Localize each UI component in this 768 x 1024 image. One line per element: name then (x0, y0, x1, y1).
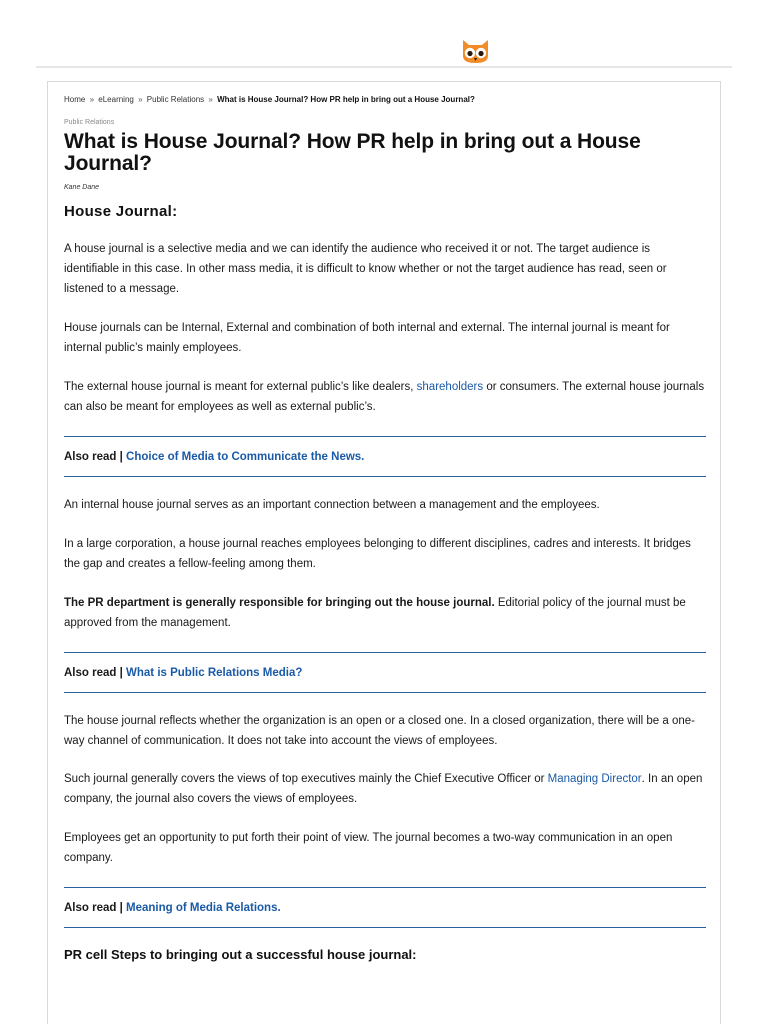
breadcrumb (64, 94, 706, 106)
paragraph-6-text: Editorial policy of the journal must be approved from the management. (64, 597, 686, 629)
page-title: What is House Journal? How PR help in bring out a House Journal? (64, 130, 641, 175)
author-name[interactable]: Kane Dane (64, 184, 100, 191)
managing-director-link[interactable]: Managing Director (547, 773, 642, 785)
paragraph-5: In a large corporation, a house journal reaches employees belonging to different disciplines, cadres and interests. It bridges the gap and creates a fellow-feeling among them. (64, 538, 691, 570)
breadcrumb-category[interactable]: Public Relations (146, 95, 205, 104)
steps-heading: PR cell Steps to bringing out a successful house journal: (64, 947, 417, 962)
shareholders-link[interactable]: shareholders (416, 381, 484, 393)
also-read-link-2[interactable]: What is Public Relations Media? (126, 667, 303, 679)
also-read-label: Also read | (64, 667, 123, 679)
also-read-link-1[interactable]: Choice of Media to Communicate the News. (126, 451, 365, 463)
paragraph-8 (64, 769, 706, 809)
paragraph-3-text-end: or consumers. The external house journals can also be meant for employees as well as external public’s. (64, 381, 705, 413)
also-read-1 (64, 436, 706, 477)
article-content (64, 94, 706, 222)
paragraph-7: The house journal reflects whether the organization is an open or a closed one. In a closed organization, there will be a one-way channel of communication. It does not take into account the views of employees. (64, 715, 695, 747)
also-read-link-3[interactable]: Meaning of Media Relations. (126, 902, 281, 914)
paragraph-6 (64, 593, 706, 633)
paragraph-9: Employees get an opportunity to put forth their point of view. The journal becomes a two-way communication in an open company. (64, 832, 673, 864)
header-divider (36, 66, 732, 68)
also-read-label: Also read | (64, 902, 123, 914)
breadcrumb-separator: » (208, 95, 213, 104)
paragraph-6-bold: The PR department is generally responsible for bringing out the house journal. (64, 597, 495, 609)
paragraph-4: An internal house journal serves as an important connection between a management and the employees. (64, 499, 600, 511)
category-tag[interactable]: Public Relations (64, 119, 115, 126)
breadcrumb-elearning[interactable]: eLearning (98, 95, 134, 104)
also-read-3 (64, 887, 706, 928)
owl-logo-icon[interactable] (461, 38, 490, 64)
paragraph-8-text-end: . In an open company, the journal also covers the views of employees. (64, 773, 703, 805)
paragraph-8-text: Such journal generally covers the views of top executives mainly the Chief Executive Officer or (64, 773, 548, 785)
top-header (0, 0, 768, 68)
also-read-2 (64, 652, 706, 693)
breadcrumb-home[interactable]: Home (64, 95, 86, 104)
breadcrumb-separator: » (89, 95, 95, 104)
paragraph-1: A house journal is a selective media and we can identify the audience who received it or not. The target audience is identifiable in this case. In other mass media, it is difficult to know whether or not the target audience has read, seen or listened to a message. (64, 243, 667, 295)
section-heading: House Journal: (64, 203, 178, 220)
paragraph-2: House journals can be Internal, External and combination of both internal and external. The internal journal is meant for internal public’s mainly employees. (64, 322, 670, 354)
breadcrumb-current: What is House Journal? How PR help in bring out a House Journal? (217, 95, 475, 104)
also-read-label: Also read | (64, 451, 123, 463)
paragraph-3 (64, 377, 706, 417)
breadcrumb-separator: » (138, 95, 143, 104)
paragraph-3-text: The external house journal is meant for external public’s like dealers, (64, 381, 417, 393)
